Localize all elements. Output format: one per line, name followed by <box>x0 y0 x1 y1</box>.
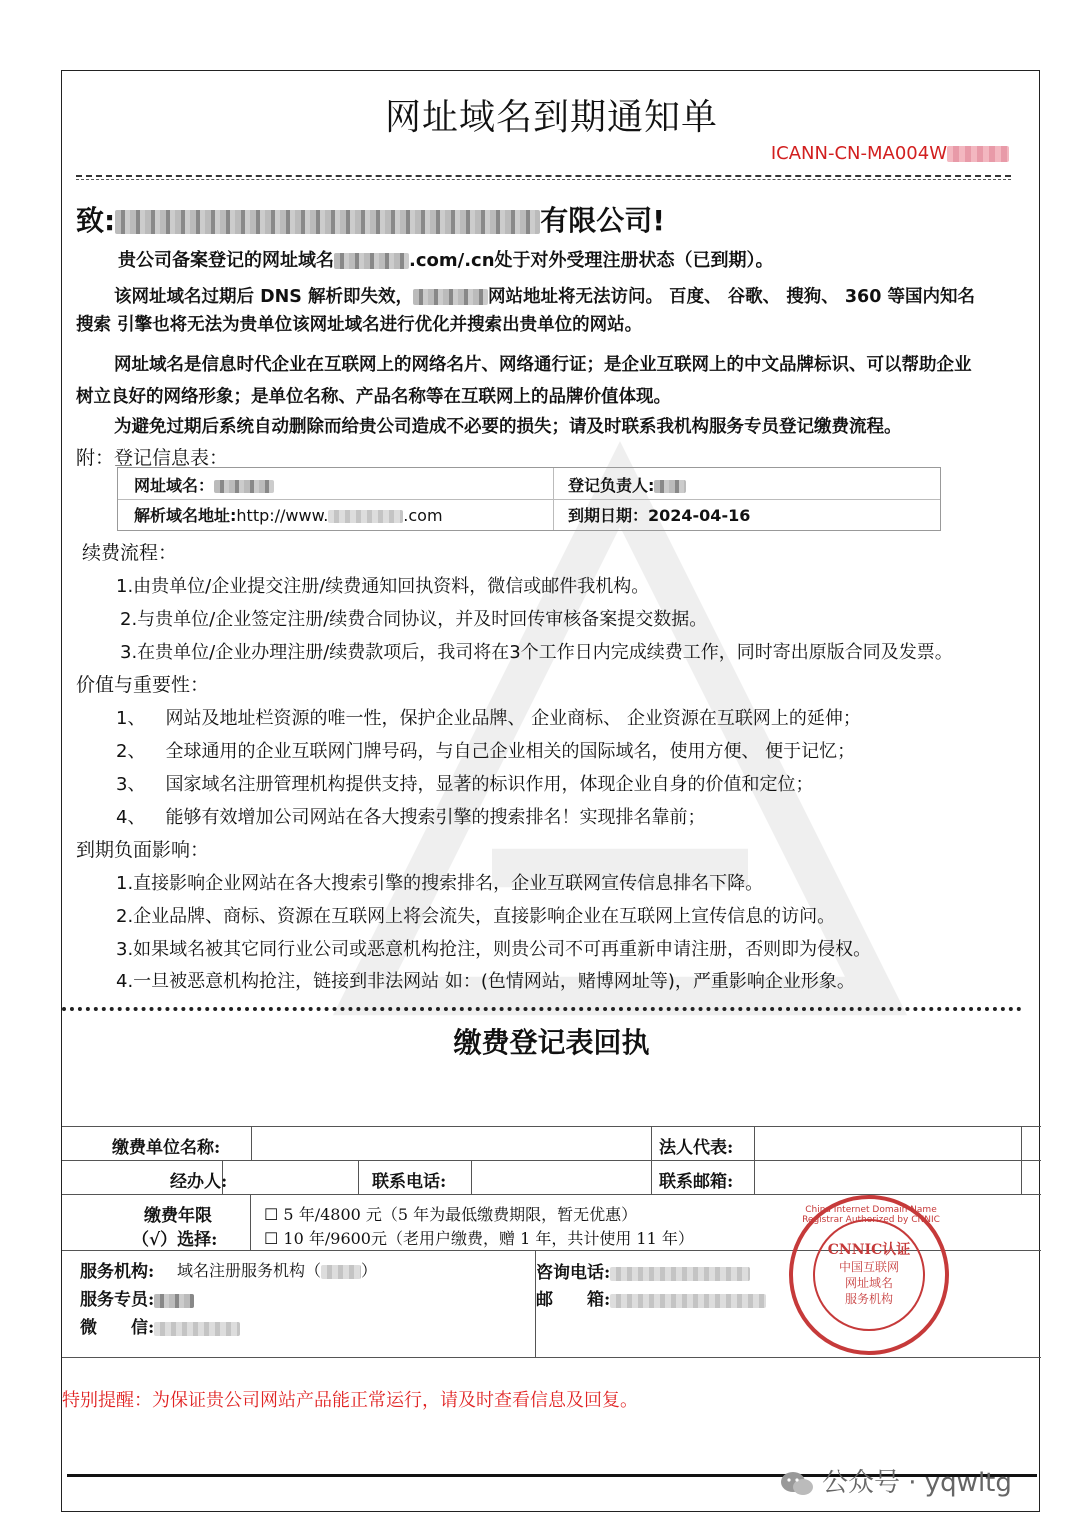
wechat-icon <box>780 1471 814 1497</box>
option-10-years[interactable]: ☐ 10 年/9600元（老用户缴费，赠 1 年，共计使用 11 年） <box>264 1229 694 1248</box>
value-item: 2、 全球通用的企业互联网门牌号码，与自己企业相关的国际域名，使用方便、 便于记忆； <box>116 741 856 762</box>
value-item: 3、 国家域名注册管理机构提供支持，显著的标识作用，体现企业自身的价值和定位； <box>116 774 814 795</box>
divider-dotted <box>62 1007 1022 1011</box>
agency-label: 服务机构: <box>80 1262 155 1282</box>
page-title: 网址域名到期通知单 <box>384 97 718 138</box>
option-5-years[interactable]: ☐ 5 年/4800 元（5 年为最低缴费期限，暂无优惠） <box>264 1205 638 1224</box>
paragraph-4: 为避免过期后系统自动删除而给贵公司造成不必要的损失；请及时联系我机构服务专员登记缴费流程。 <box>114 417 902 437</box>
cnnic-stamp: China Internet Domain Name Registrar Authorized by CNNIC CNNIC认证 中国互联网 网址域名 服务机构 <box>789 1195 949 1355</box>
paragraph-1: 贵公司备案登记的网址域名 .com/.cn处于对外受理注册状态（已到期）。 <box>118 250 774 271</box>
special-reminder: 特别提醒：为保证贵公司网站产品能正常运行，请及时查看信息及回复。 <box>62 1390 638 1411</box>
value-item: 4、 能够有效增加公司网站在各大搜索引擎的搜索排名！实现排名靠前； <box>116 807 706 828</box>
paragraph-2-line-1: 该网址域名过期后 DNS 解析即失效， 网站地址将无法访问。 百度、 谷歌、 搜狗、 360 等国内知名 <box>114 287 975 307</box>
attachment-label: 附：登记信息表： <box>76 447 229 469</box>
years-select-label: （√）选择: <box>132 1230 218 1250</box>
years-label: 缴费年限 <box>144 1206 212 1226</box>
renewal-step: 1.由贵单位/企业提交注册/续费通知回执资料，微信或邮件我机构。 <box>116 576 650 597</box>
owner-cell: 登记负责人: <box>568 473 686 496</box>
renewal-step: 3.在贵单位/企业办理注册/续费款项后，我司将在3个工作日内完成续费工作，同时寄出原版合同及发票。 <box>120 642 953 663</box>
consult-phone-label: 咨询电话: <box>536 1258 750 1283</box>
payer-label: 缴费单位名称: <box>112 1138 221 1158</box>
wechat-label: 微 信: <box>80 1313 240 1338</box>
resolve-cell: 解析域名地址:http://www. .com <box>134 506 443 525</box>
notice-code: ICANN-CN-MA004W <box>771 143 1009 164</box>
negative-item: 1.直接影响企业网站在各大搜索引擎的搜索排名，企业互联网宣传信息排名下降。 <box>116 873 764 894</box>
phone-label: 联系电话: <box>372 1172 447 1192</box>
negative-item: 3.如果域名被其它同行业公司或恶意机构抢注，则贵公司不可再重新申请注册，否则即为侵权。 <box>116 939 872 960</box>
wechat-watermark: 公众号 · yqwltg <box>780 1462 1012 1499</box>
staff-label: 服务专员: <box>80 1285 194 1310</box>
agency-value: 域名注册服务机构（ ） <box>177 1261 378 1280</box>
email-label: 联系邮箱: <box>659 1172 734 1192</box>
registration-info-table <box>117 467 941 531</box>
divider-dashed <box>76 175 1011 177</box>
handler-label: 经办人: <box>170 1172 228 1192</box>
notice-document <box>61 70 1040 1512</box>
expiry-cell: 到期日期：2024-04-16 <box>568 506 751 525</box>
renewal-step: 2.与贵单位/企业签定注册/续费合同协议，并及时回传审核备案提交数据。 <box>120 609 708 630</box>
paragraph-2-line-2: 搜索 引擎也将无法为贵单位该网址域名进行优化并搜索出贵单位的网站。 <box>76 315 643 335</box>
legal-rep-label: 法人代表: <box>659 1138 734 1158</box>
greeting: 致: 有限公司! <box>76 204 665 237</box>
negative-heading: 到期负面影响： <box>76 839 210 861</box>
paragraph-3-line-2: 树立良好的网络形象；是单位名称、产品名称等在互联网上的品牌价值体现。 <box>76 387 671 407</box>
value-heading: 价值与重要性： <box>76 674 210 696</box>
divider-dashed-thin <box>76 179 1011 180</box>
renewal-heading: 续费流程： <box>82 542 178 564</box>
paragraph-3-line-1: 网址域名是信息时代企业在互联网上的网络名片、网络通行证；是企业互联网上的中文品牌标识、可以帮助企业 <box>114 355 972 375</box>
negative-item: 4.一旦被恶意机构抢注，链接到非法网站 如：(色情网站，赌博网址等)，严重影响企业形象。 <box>116 971 855 992</box>
value-item: 1、 网站及地址栏资源的唯一性，保护企业品牌、 企业商标、 企业资源在互联网上的延伸； <box>116 708 861 729</box>
receipt-title: 缴费登记表回执 <box>453 1026 650 1059</box>
domain-cell: 网址域名： <box>134 473 274 496</box>
negative-item: 2.企业品牌、商标、资源在互联网上将会流失，直接影响企业在互联网上宣传信息的访问。 <box>116 906 836 927</box>
mailbox-label: 邮 箱: <box>536 1285 766 1310</box>
